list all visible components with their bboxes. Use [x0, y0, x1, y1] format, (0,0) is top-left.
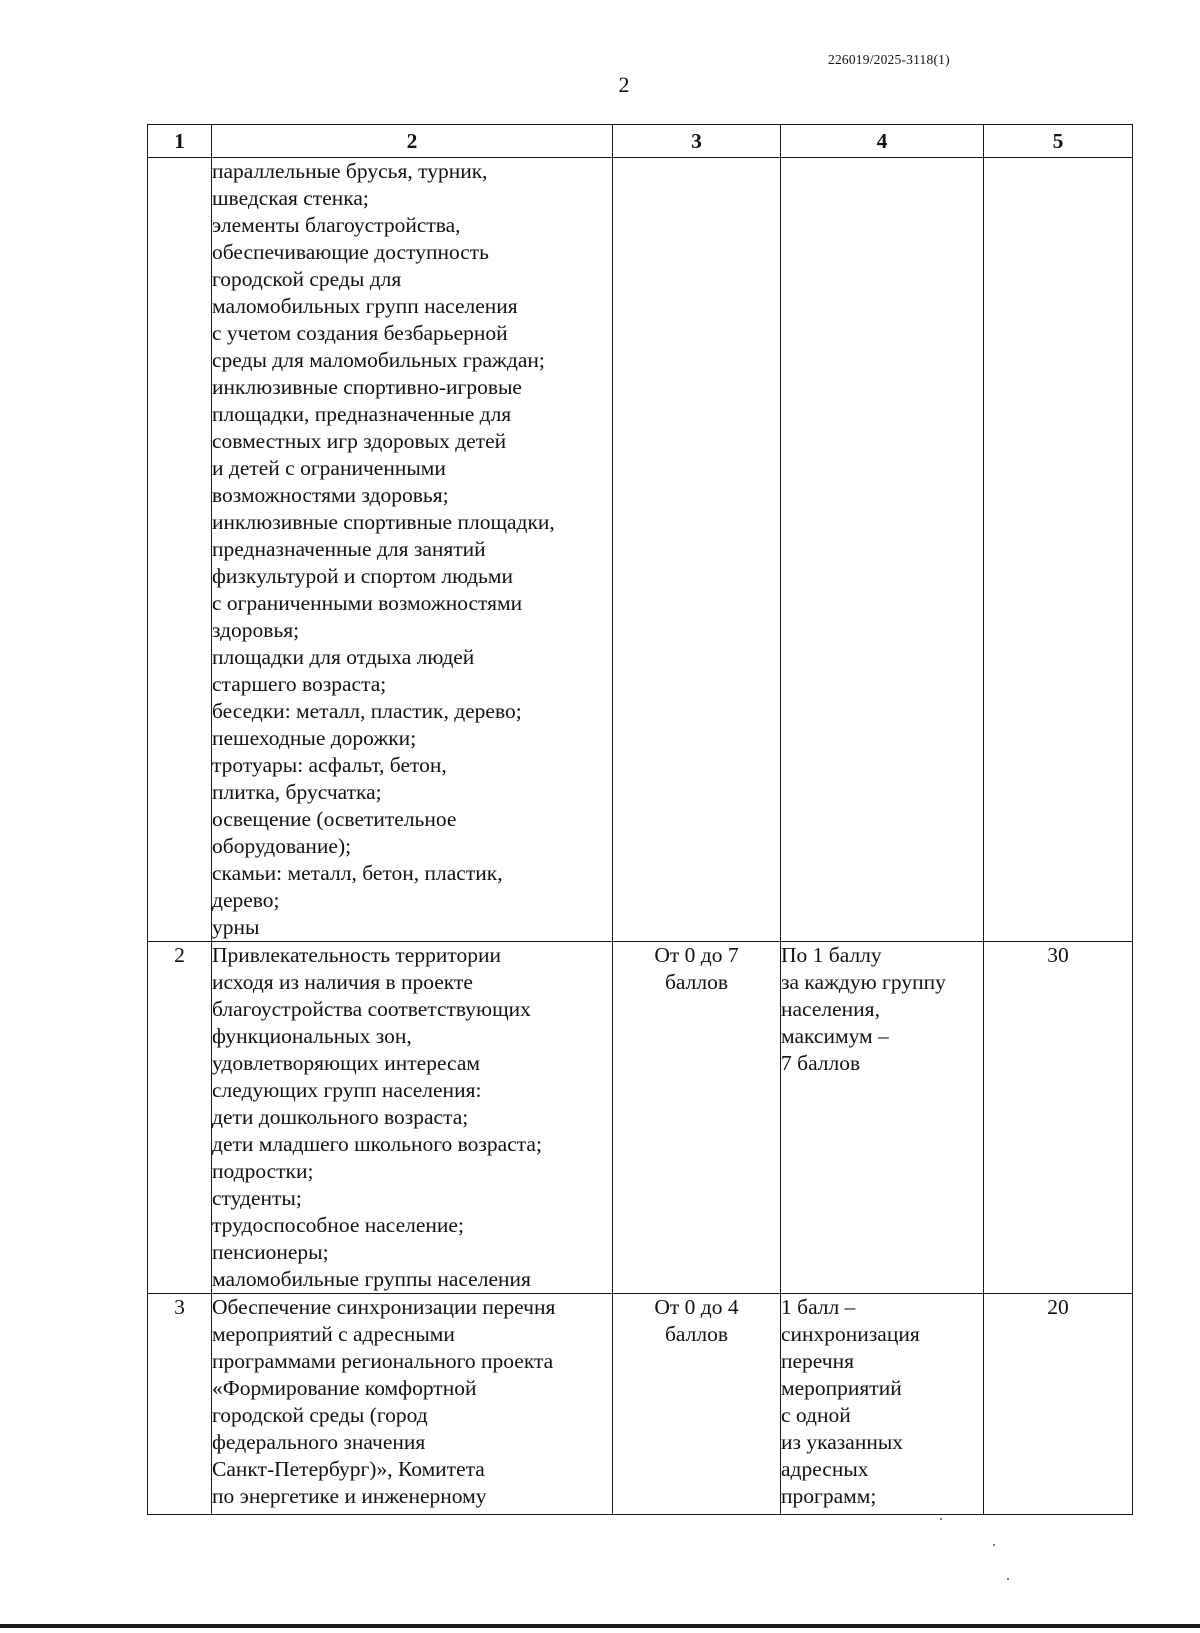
text-line: площадки, предназначенные для [212, 402, 512, 426]
criterion-cell [212, 158, 613, 942]
text-line: маломобильных групп населения [212, 294, 518, 318]
scoring-rule-cell [781, 1294, 984, 1515]
scan-bottom-edge [0, 1624, 1200, 1628]
text-line: площадки для отдыха людей [212, 645, 475, 669]
scoring-rule-cell [781, 942, 984, 1294]
weight-cell: 30 [984, 942, 1133, 1294]
text-line: «Формирование комфортной [212, 1376, 477, 1400]
text-line: пенсионеры; [212, 1240, 329, 1264]
table-row [148, 158, 1133, 942]
text-line: От 0 до 7 [654, 943, 739, 967]
table-row [148, 942, 1133, 1294]
text-line: мероприятий [781, 1376, 902, 1400]
column-header-4: 4 [781, 125, 984, 158]
text-line: мероприятий с адресными [212, 1322, 455, 1346]
text-line: освещение (осветительное [212, 807, 457, 831]
criteria-table [147, 124, 1133, 1515]
text-line: студенты; [212, 1186, 302, 1210]
text-line: дети младшего школьного возраста; [212, 1132, 542, 1156]
document-registration-number: 226019/2025-3118(1) [828, 52, 950, 67]
text-line: из указанных [781, 1430, 904, 1454]
text-line: предназначенные для занятий [212, 537, 486, 561]
text-line: адресных [781, 1457, 869, 1481]
score-range-cell [613, 158, 781, 942]
page-number: 2 [618, 72, 630, 97]
text-line: элементы благоустройства, [212, 213, 461, 237]
text-line: перечня [781, 1349, 855, 1373]
text-line: тротуары: асфальт, бетон, [212, 753, 447, 777]
text-line: синхронизация [781, 1322, 920, 1346]
text-line: урны [212, 915, 260, 939]
text-line: трудоспособное население; [212, 1213, 464, 1237]
text-line: населения, [781, 997, 880, 1021]
text-line: федерального значения [212, 1430, 426, 1454]
text-line: обеспечивающие доступность [212, 240, 489, 264]
scoring-rule-cell-lines [781, 1294, 983, 1510]
text-line: баллов [664, 970, 729, 994]
column-header-2: 2 [212, 125, 613, 158]
weight-cell: 20 [984, 1294, 1133, 1515]
text-line: подростки; [212, 1159, 314, 1183]
table-body [148, 158, 1133, 1515]
text-line: удовлетворяющих интересам [212, 1051, 480, 1075]
text-line: Санкт-Петербург)», Комитета [212, 1457, 485, 1481]
text-line: скамьи: металл, бетон, пластик, [212, 861, 503, 885]
text-line: От 0 до 4 [654, 1295, 739, 1319]
text-line: возможностями здоровья; [212, 483, 449, 507]
column-header-3: 3 [613, 125, 781, 158]
text-line: плитка, брусчатка; [212, 780, 382, 804]
text-line: за каждую группу [781, 970, 946, 994]
criterion-cell-lines [212, 1294, 612, 1510]
text-line: параллельные брусья, турник, [212, 159, 488, 183]
text-line: исходя из наличия в проекте [212, 970, 473, 994]
text-line: и детей с ограниченными [212, 456, 446, 480]
text-line: 1 балл – [781, 1295, 856, 1319]
text-line: функциональных зон, [212, 1024, 412, 1048]
text-line: благоустройства соответствующих [212, 997, 531, 1021]
row-number: 3 [148, 1294, 212, 1515]
column-header-5: 5 [984, 125, 1133, 158]
text-line: пешеходные дорожки; [212, 726, 417, 750]
text-line: дерево; [212, 888, 280, 912]
text-line: программами регионального проекта [212, 1349, 554, 1373]
score-range-cell [613, 942, 781, 1294]
text-line: следующих групп населения: [212, 1078, 482, 1102]
score-range-cell-lines [613, 1294, 780, 1348]
criterion-cell [212, 942, 613, 1294]
text-line: максимум – [781, 1024, 889, 1048]
scoring-rule-cell-lines [781, 942, 983, 1077]
score-range-cell [613, 1294, 781, 1515]
text-line: программ; [781, 1484, 877, 1508]
text-line: старшего возраста; [212, 672, 387, 696]
text-line: Обеспечение синхронизации перечня [212, 1295, 556, 1319]
text-line: здоровья; [212, 618, 300, 642]
text-line: физкультурой и спортом людьми [212, 564, 513, 588]
text-line: инклюзивные спортивные площадки, [212, 510, 555, 534]
text-line: 7 баллов [781, 1051, 861, 1075]
text-line: баллов [664, 1322, 729, 1346]
text-line: По 1 баллу [781, 943, 882, 967]
row-number: 2 [148, 942, 212, 1294]
criterion-cell-lines [212, 942, 612, 1293]
column-header-1: 1 [148, 125, 212, 158]
scan-speck [1007, 1578, 1009, 1580]
text-line: инклюзивные спортивно-игровые [212, 375, 522, 399]
text-line: среды для маломобильных граждан; [212, 348, 545, 372]
scan-speck [993, 1544, 995, 1546]
text-line: по энергетике и инженерному [212, 1484, 487, 1508]
text-line: дети дошкольного возраста; [212, 1105, 469, 1129]
text-line: совместных игр здоровых детей [212, 429, 507, 453]
text-line: с учетом создания безбарьерной [212, 321, 508, 345]
text-line: Привлекательность территории [212, 943, 501, 967]
score-range-cell-lines [613, 942, 780, 996]
table-header [148, 125, 1133, 158]
criterion-cell-lines [212, 158, 612, 941]
table-row [148, 1294, 1133, 1515]
text-line: беседки: металл, пластик, дерево; [212, 699, 522, 723]
text-line: городской среды (город [212, 1403, 428, 1427]
weight-cell [984, 158, 1133, 942]
criterion-cell [212, 1294, 613, 1515]
column-number-row [148, 125, 1133, 158]
text-line: оборудование); [212, 834, 352, 858]
row-number [148, 158, 212, 942]
text-line: с ограниченными возможностями [212, 591, 523, 615]
text-line: с одной [781, 1403, 851, 1427]
text-line: городской среды для [212, 267, 402, 291]
text-line: маломобильные группы населения [212, 1267, 531, 1291]
text-line: шведская стенка; [212, 186, 369, 210]
scan-speck [940, 1518, 942, 1520]
scoring-rule-cell [781, 158, 984, 942]
